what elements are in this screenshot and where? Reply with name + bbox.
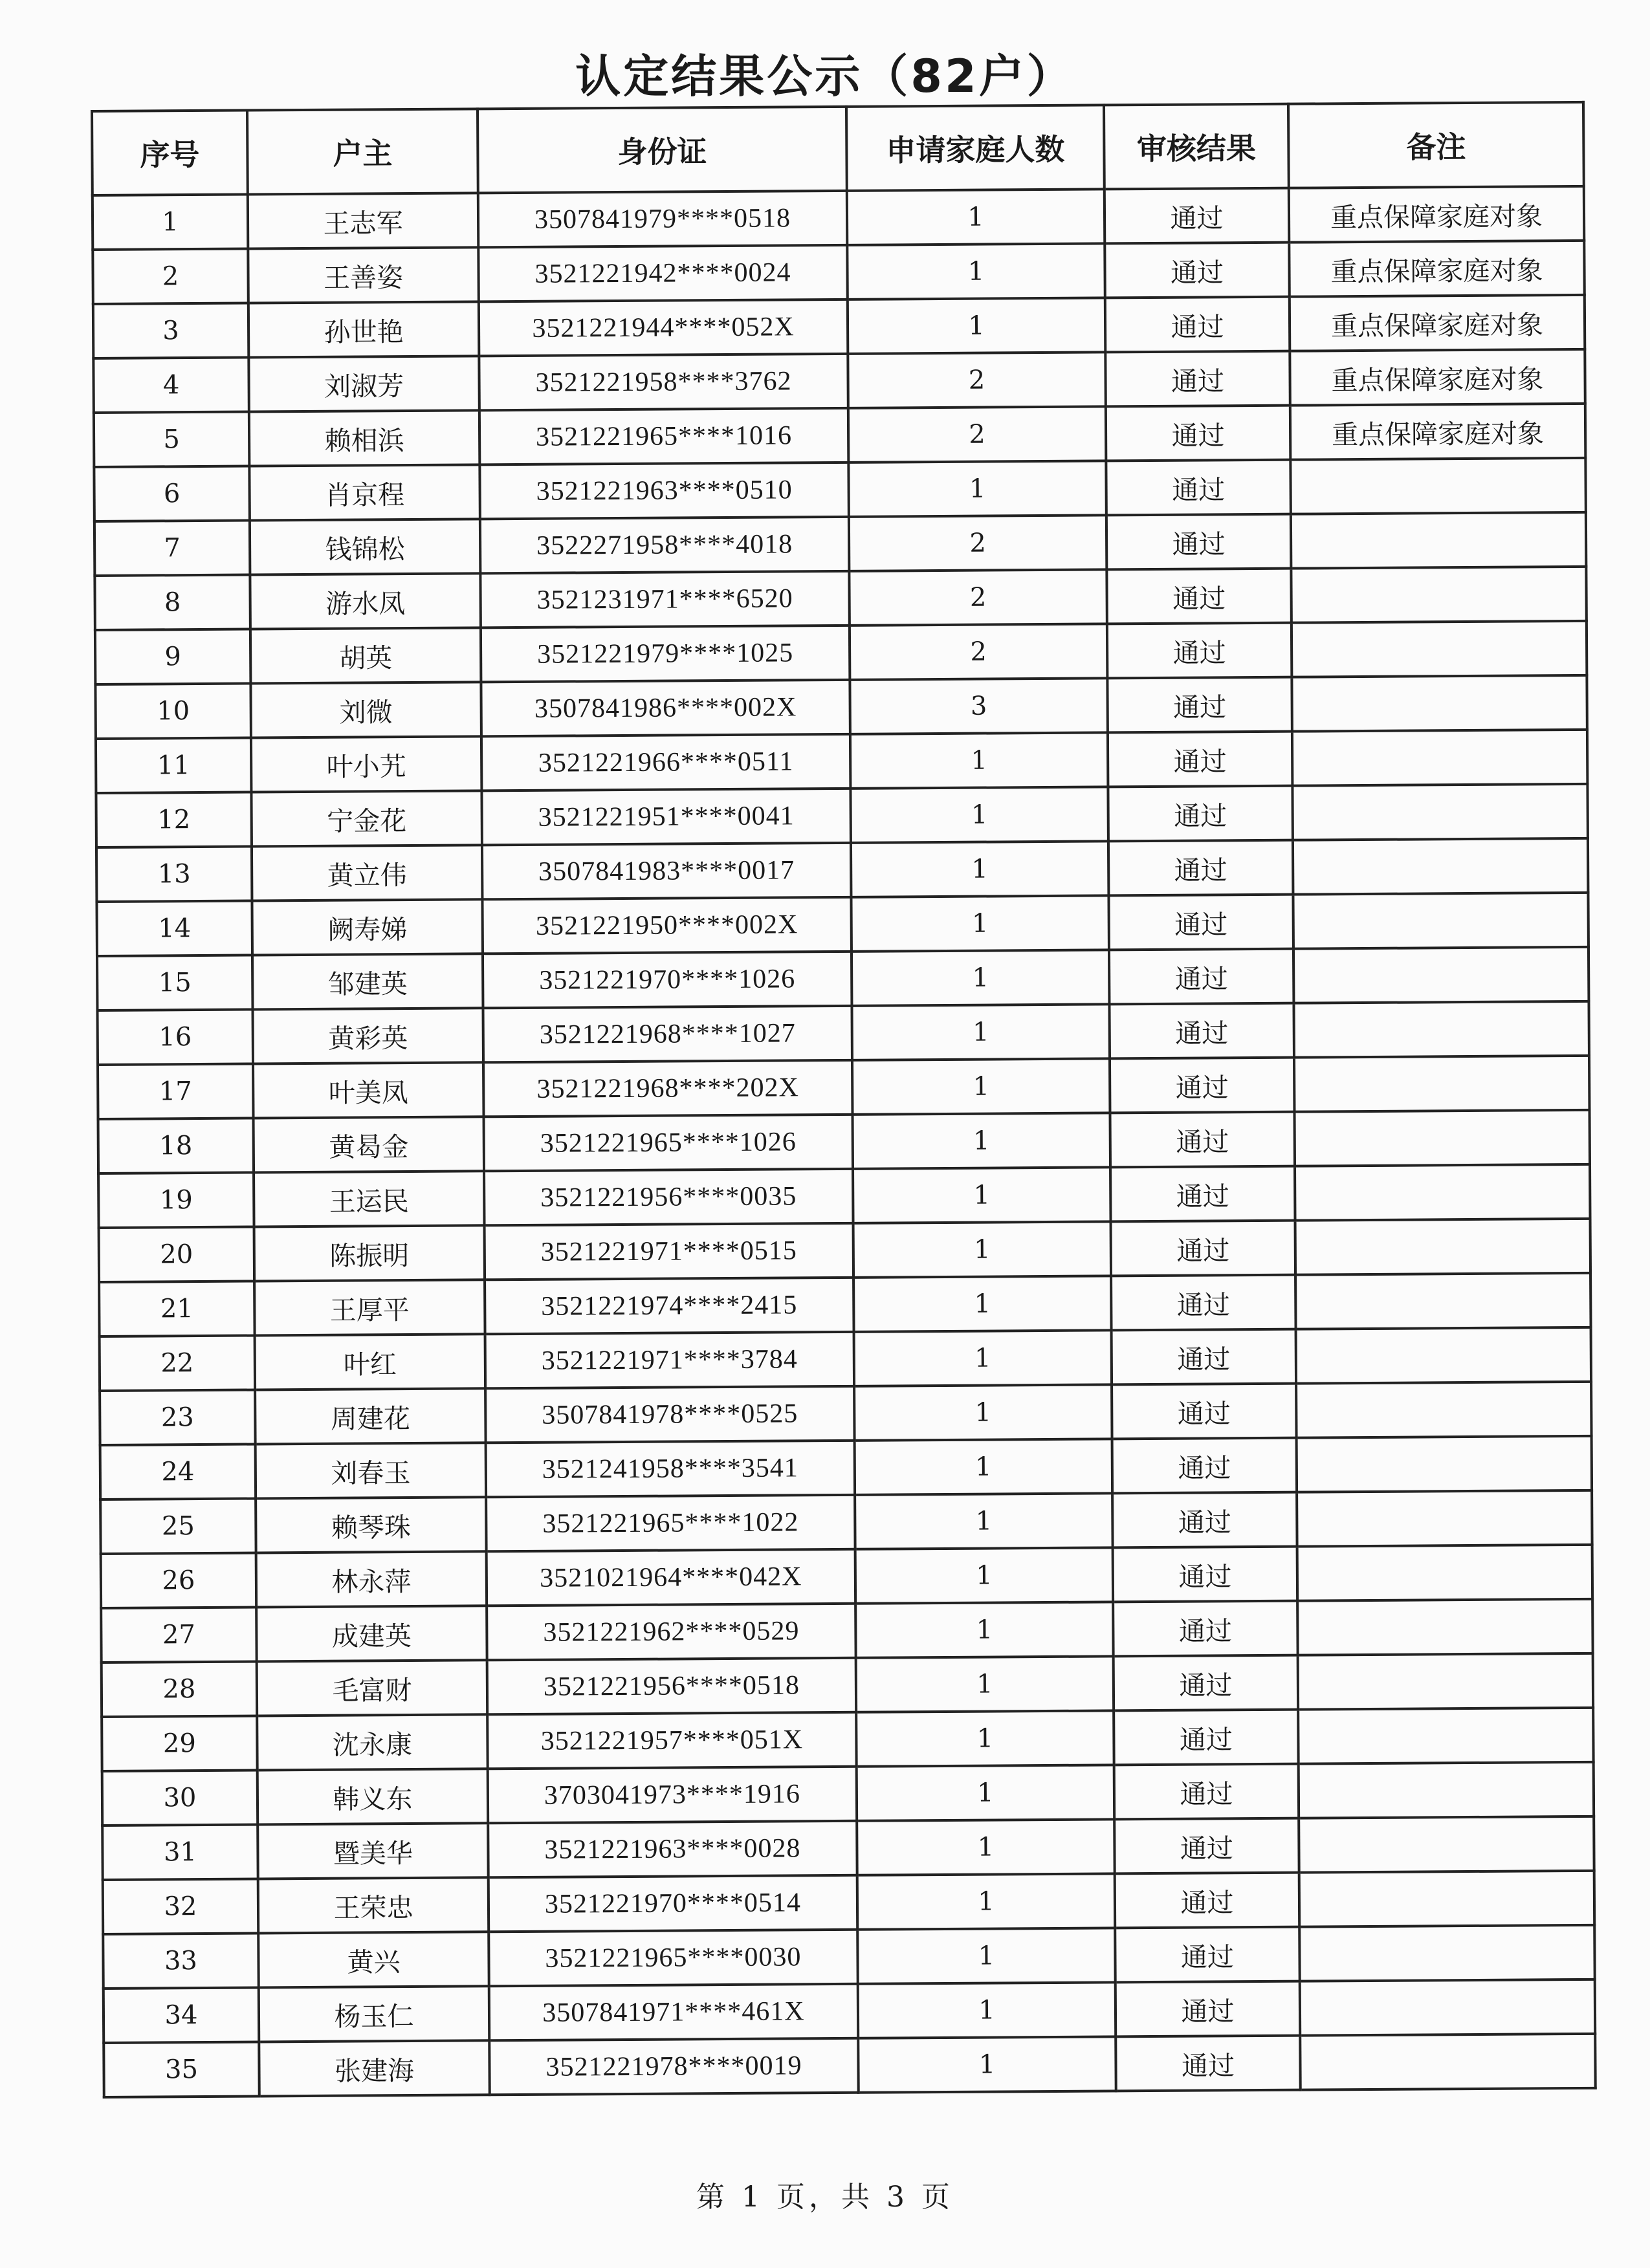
cell-remark [1296, 1327, 1592, 1384]
cell-serial: 22 [100, 1335, 256, 1390]
cell-review-result: 通过 [1108, 895, 1293, 950]
cell-serial: 17 [98, 1063, 254, 1118]
cell-serial: 26 [101, 1553, 257, 1608]
table-row [93, 349, 1585, 413]
cell-review-result: 通过 [1111, 1221, 1296, 1276]
cell-id-card: 3521221965****1016 [479, 408, 849, 464]
table-row [100, 1327, 1591, 1391]
table-row [98, 1110, 1590, 1173]
cell-id-card: 3507841971****461X [489, 1984, 859, 2040]
cell-id-card: 3521241958****3541 [486, 1441, 855, 1497]
cell-family-size: 1 [851, 841, 1109, 897]
cell-serial: 3 [93, 303, 249, 358]
cell-family-size: 1 [853, 1276, 1112, 1331]
cell-id-card: 3521221963****0510 [479, 463, 849, 519]
document-title: 认定结果公示（82户） [575, 50, 1075, 103]
cell-householder: 王厚平 [254, 1280, 485, 1335]
table-row [96, 730, 1587, 793]
cell-householder: 黄彩英 [252, 1008, 483, 1063]
cell-householder: 叶小艽 [251, 736, 482, 792]
cell-review-result: 通过 [1113, 1547, 1298, 1602]
cell-id-card: 3521221978****0019 [489, 2038, 859, 2095]
cell-review-result: 通过 [1108, 732, 1293, 787]
cell-review-result: 通过 [1116, 1981, 1301, 2037]
results-table-container [91, 101, 1594, 2099]
cell-review-result: 通过 [1108, 786, 1293, 842]
cell-serial: 10 [95, 684, 251, 739]
cell-family-size: 2 [849, 515, 1107, 571]
cell-serial: 25 [100, 1498, 256, 1553]
cell-householder: 赖相浜 [249, 410, 480, 466]
table-row [104, 1979, 1595, 2043]
table-row [101, 1599, 1592, 1663]
cell-id-card: 3521221944****052X [479, 300, 848, 356]
cell-family-size: 1 [855, 1493, 1113, 1549]
cell-serial: 27 [101, 1607, 257, 1662]
cell-remark [1291, 512, 1587, 569]
table-row [101, 1545, 1592, 1608]
cell-remark [1292, 621, 1587, 677]
cell-serial: 31 [102, 1824, 258, 1879]
cell-remark [1294, 1056, 1590, 1112]
table-row [100, 1382, 1591, 1445]
table-body [93, 186, 1596, 2097]
table-row [95, 621, 1587, 684]
cell-id-card: 3521021964****042X [487, 1549, 856, 1606]
cell-family-size: 1 [857, 1765, 1115, 1820]
cell-remark: 重点保障家庭对象 [1290, 404, 1586, 460]
cell-householder: 黄兴 [258, 1932, 489, 1987]
cell-id-card: 3507841979****0518 [478, 191, 848, 247]
cell-remark [1291, 567, 1587, 623]
cell-family-size: 1 [858, 1982, 1116, 2038]
cell-family-size: 1 [850, 787, 1108, 842]
table-row [95, 675, 1587, 739]
cell-serial: 12 [96, 792, 252, 847]
results-table [91, 101, 1597, 2099]
cell-serial: 13 [96, 847, 252, 902]
cell-serial: 24 [100, 1444, 256, 1499]
cell-id-card: 3521231971****6520 [480, 571, 850, 627]
cell-id-card: 3521221971****3784 [485, 1332, 855, 1388]
cell-remark [1299, 1816, 1594, 1873]
cell-id-card: 3521221942****0024 [478, 245, 848, 301]
cell-review-result: 通过 [1113, 1601, 1298, 1657]
table-row [97, 947, 1589, 1010]
cell-remark [1299, 1762, 1594, 1818]
cell-family-size: 2 [850, 624, 1108, 679]
cell-householder: 钱锦松 [250, 519, 481, 574]
cell-id-card: 3521221965****0030 [489, 1930, 858, 1986]
cell-serial: 15 [97, 955, 253, 1010]
cell-family-size: 1 [852, 1058, 1110, 1114]
cell-remark [1300, 1979, 1596, 2036]
table-row [99, 1273, 1590, 1336]
cell-id-card: 3521221951****0041 [481, 789, 851, 845]
table-row [96, 893, 1588, 956]
cell-remark [1297, 1490, 1592, 1547]
cell-remark [1293, 947, 1589, 1003]
table-row [96, 784, 1587, 847]
table-row [100, 1436, 1592, 1499]
table-row [104, 2034, 1595, 2097]
table-row [93, 186, 1584, 250]
cell-householder: 宁金花 [251, 791, 482, 846]
table-row [102, 1708, 1593, 1771]
cell-remark: 重点保障家庭对象 [1290, 295, 1585, 351]
cell-id-card: 3521221968****1027 [483, 1006, 852, 1062]
cell-review-result: 通过 [1116, 2036, 1301, 2091]
cell-family-size: 1 [855, 1547, 1114, 1603]
cell-householder: 毛富财 [257, 1660, 488, 1716]
table-row [102, 1653, 1593, 1717]
cell-family-size: 1 [847, 189, 1105, 245]
cell-serial: 18 [98, 1118, 254, 1173]
cell-householder: 王志军 [248, 193, 479, 248]
cell-family-size: 1 [854, 1330, 1112, 1386]
cell-remark [1298, 1708, 1594, 1764]
cell-family-size: 1 [858, 2036, 1116, 2092]
table-row [94, 512, 1586, 576]
cell-id-card: 3522271958****4018 [480, 517, 850, 573]
cell-serial: 7 [94, 521, 250, 576]
cell-remark: 重点保障家庭对象 [1289, 186, 1585, 243]
cell-review-result: 通过 [1105, 243, 1290, 298]
cell-id-card: 3507841983****0017 [482, 843, 852, 899]
cell-family-size: 1 [855, 1602, 1114, 1657]
cell-remark [1298, 1653, 1594, 1710]
cell-review-result: 通过 [1114, 1655, 1299, 1711]
cell-id-card: 3507841978****0525 [485, 1386, 855, 1443]
cell-householder: 赖琴珠 [256, 1497, 487, 1553]
cell-review-result: 通过 [1106, 460, 1291, 516]
cell-serial: 1 [93, 195, 248, 250]
cell-householder: 张建海 [259, 2040, 490, 2096]
cell-serial: 20 [99, 1227, 255, 1281]
table-row [102, 1762, 1594, 1826]
cell-remark [1297, 1545, 1593, 1601]
cell-serial: 35 [104, 2042, 259, 2097]
cell-id-card: 3521221965****1022 [486, 1495, 855, 1551]
cell-householder: 刘春玉 [256, 1443, 487, 1498]
cell-review-result: 通过 [1106, 569, 1292, 624]
cell-householder: 暨美华 [258, 1823, 489, 1879]
cell-family-size: 1 [852, 1004, 1110, 1060]
cell-id-card: 3521221957****051X [487, 1712, 857, 1769]
header-householder: 户主 [247, 109, 478, 194]
cell-family-size: 1 [848, 461, 1106, 516]
cell-id-card: 3521221970****1026 [483, 952, 852, 1008]
cell-householder: 王善姿 [248, 247, 479, 303]
cell-family-size: 2 [848, 406, 1106, 462]
cell-id-card: 3521221979****1025 [481, 626, 850, 682]
cell-remark [1297, 1599, 1593, 1655]
cell-review-result: 通过 [1107, 623, 1292, 679]
cell-serial: 21 [99, 1281, 255, 1336]
cell-remark [1292, 730, 1588, 786]
cell-review-result: 通过 [1109, 949, 1294, 1005]
cell-householder: 叶美凤 [253, 1062, 484, 1118]
cell-serial: 14 [96, 900, 252, 955]
header-id-card: 身份证 [478, 107, 847, 193]
cell-review-result: 通过 [1112, 1329, 1297, 1385]
cell-family-size: 1 [853, 1221, 1112, 1277]
cell-householder: 阙寿娣 [252, 899, 483, 955]
header-review-result: 审核结果 [1104, 104, 1289, 190]
cell-serial: 8 [94, 575, 250, 630]
cell-review-result: 通过 [1106, 406, 1291, 461]
cell-family-size: 1 [857, 1873, 1116, 1929]
cell-family-size: 2 [848, 352, 1106, 408]
cell-family-size: 1 [855, 1439, 1113, 1494]
cell-family-size: 1 [851, 895, 1109, 951]
cell-id-card: 3703041973****1916 [488, 1767, 857, 1823]
cell-review-result: 通过 [1105, 297, 1290, 353]
cell-family-size: 1 [847, 243, 1105, 299]
cell-householder: 王荣忠 [258, 1877, 489, 1933]
header-serial: 序号 [92, 111, 248, 195]
cell-householder: 游水凤 [250, 573, 481, 629]
table-row [100, 1490, 1592, 1554]
cell-review-result: 通过 [1107, 677, 1292, 733]
cell-id-card: 3521221958****3762 [479, 354, 848, 410]
cell-review-result: 通过 [1112, 1492, 1297, 1548]
cell-id-card: 3521221956****0035 [484, 1169, 853, 1225]
cell-remark [1293, 838, 1589, 895]
cell-review-result: 通过 [1110, 1166, 1295, 1222]
cell-review-result: 通过 [1112, 1384, 1297, 1439]
cell-serial: 11 [96, 738, 252, 793]
cell-id-card: 3521221956****0518 [487, 1658, 857, 1714]
cell-householder: 胡英 [250, 627, 481, 683]
cell-serial: 23 [100, 1390, 256, 1445]
cell-householder: 成建英 [256, 1606, 487, 1661]
cell-id-card: 3521221950****002X [482, 897, 852, 954]
cell-householder: 黄立伟 [252, 845, 483, 900]
cell-review-result: 通过 [1109, 1003, 1294, 1059]
cell-family-size: 1 [854, 1384, 1112, 1440]
cell-serial: 28 [102, 1661, 258, 1716]
cell-review-result: 通过 [1106, 514, 1292, 570]
cell-review-result: 通过 [1110, 1058, 1295, 1113]
cell-remark [1299, 1925, 1595, 1981]
cell-family-size: 1 [852, 950, 1110, 1005]
cell-householder: 周建花 [255, 1388, 486, 1444]
cell-serial: 30 [102, 1770, 258, 1825]
cell-householder: 叶红 [255, 1334, 486, 1390]
cell-family-size: 1 [850, 732, 1108, 788]
cell-family-size: 1 [848, 298, 1106, 353]
cell-family-size: 1 [856, 1710, 1114, 1766]
cell-review-result: 通过 [1111, 1275, 1296, 1331]
cell-id-card: 3521221971****0515 [485, 1223, 854, 1280]
cell-family-size: 1 [857, 1928, 1116, 1983]
cell-review-result: 通过 [1114, 1710, 1299, 1765]
header-remark: 备注 [1288, 102, 1584, 188]
table-row [98, 1164, 1590, 1228]
cell-householder: 陈振明 [254, 1225, 485, 1281]
cell-review-result: 通过 [1110, 1112, 1295, 1168]
cell-remark [1295, 1273, 1591, 1329]
cell-remark [1295, 1164, 1590, 1221]
cell-householder: 刘微 [250, 682, 481, 737]
cell-review-result: 通过 [1115, 1927, 1300, 1983]
cell-serial: 6 [94, 466, 250, 521]
cell-serial: 19 [98, 1172, 254, 1227]
cell-remark [1292, 675, 1587, 732]
cell-remark: 重点保障家庭对象 [1289, 241, 1585, 297]
cell-id-card: 3521221962****0529 [487, 1604, 856, 1660]
cell-review-result: 通过 [1105, 188, 1290, 244]
cell-review-result: 通过 [1105, 351, 1290, 407]
cell-householder: 王运民 [254, 1171, 485, 1227]
cell-serial: 2 [93, 249, 248, 304]
table-row [103, 1871, 1594, 1934]
header-family-size: 申请家庭人数 [846, 105, 1105, 190]
cell-remark [1300, 2034, 1596, 2090]
cell-family-size: 1 [853, 1113, 1111, 1168]
cell-review-result: 通过 [1108, 840, 1293, 896]
cell-id-card: 3521221970****0514 [489, 1875, 858, 1932]
cell-review-result: 通过 [1114, 1764, 1299, 1820]
cell-review-result: 通过 [1112, 1438, 1297, 1494]
cell-remark [1297, 1436, 1592, 1492]
cell-householder: 肖京程 [249, 464, 480, 520]
cell-householder: 杨玉仁 [259, 1986, 490, 2042]
table-row [94, 458, 1585, 521]
cell-householder: 黄曷金 [254, 1117, 485, 1172]
cell-family-size: 1 [856, 1656, 1114, 1712]
table-row [93, 241, 1584, 304]
page-footer: 第 1 页，共 3 页 [696, 2181, 954, 2214]
cell-serial: 34 [104, 1987, 259, 2042]
cell-id-card: 3521221974****2415 [485, 1278, 854, 1334]
cell-remark [1299, 1871, 1595, 1927]
cell-remark [1296, 1382, 1592, 1438]
cell-id-card: 3521221968****202X [483, 1060, 853, 1117]
table-header-row [92, 102, 1584, 195]
cell-householder: 刘淑芳 [248, 356, 479, 411]
cell-serial: 16 [98, 1009, 254, 1064]
cell-remark [1293, 893, 1589, 949]
table-row [103, 1925, 1594, 1989]
cell-householder: 韩义东 [258, 1769, 489, 1824]
cell-serial: 9 [95, 629, 251, 684]
table-row [102, 1816, 1594, 1880]
cell-remark [1290, 458, 1586, 514]
cell-serial: 29 [102, 1716, 258, 1771]
table-row [99, 1219, 1590, 1282]
cell-family-size: 2 [849, 569, 1107, 625]
cell-id-card: 3521221963****0028 [488, 1821, 857, 1877]
cell-remark [1295, 1219, 1591, 1275]
cell-id-card: 3521221966****0511 [481, 734, 851, 791]
cell-serial: 33 [103, 1933, 259, 1988]
cell-remark [1293, 1001, 1589, 1058]
cell-review-result: 通过 [1115, 1873, 1300, 1928]
table-row [98, 1056, 1589, 1119]
table-row [93, 295, 1585, 358]
cell-family-size: 1 [853, 1167, 1111, 1223]
cell-id-card: 3507841986****002X [481, 680, 850, 736]
cell-id-card: 3521221965****1026 [484, 1115, 853, 1171]
cell-serial: 5 [94, 412, 250, 467]
cell-householder: 林永萍 [256, 1551, 487, 1607]
cell-householder: 邹建英 [252, 954, 483, 1009]
cell-householder: 孙世艳 [248, 301, 479, 357]
cell-family-size: 3 [850, 678, 1108, 734]
cell-remark: 重点保障家庭对象 [1290, 349, 1585, 406]
table-row [96, 838, 1588, 902]
cell-review-result: 通过 [1114, 1818, 1299, 1874]
table-row [94, 404, 1585, 467]
table-row [94, 567, 1586, 630]
table-row [98, 1001, 1589, 1065]
cell-householder: 沈永康 [257, 1714, 488, 1770]
cell-serial: 32 [103, 1879, 259, 1934]
cell-serial: 4 [93, 358, 249, 413]
cell-family-size: 1 [857, 1819, 1115, 1875]
cell-remark [1294, 1110, 1590, 1166]
cell-remark [1292, 784, 1588, 840]
